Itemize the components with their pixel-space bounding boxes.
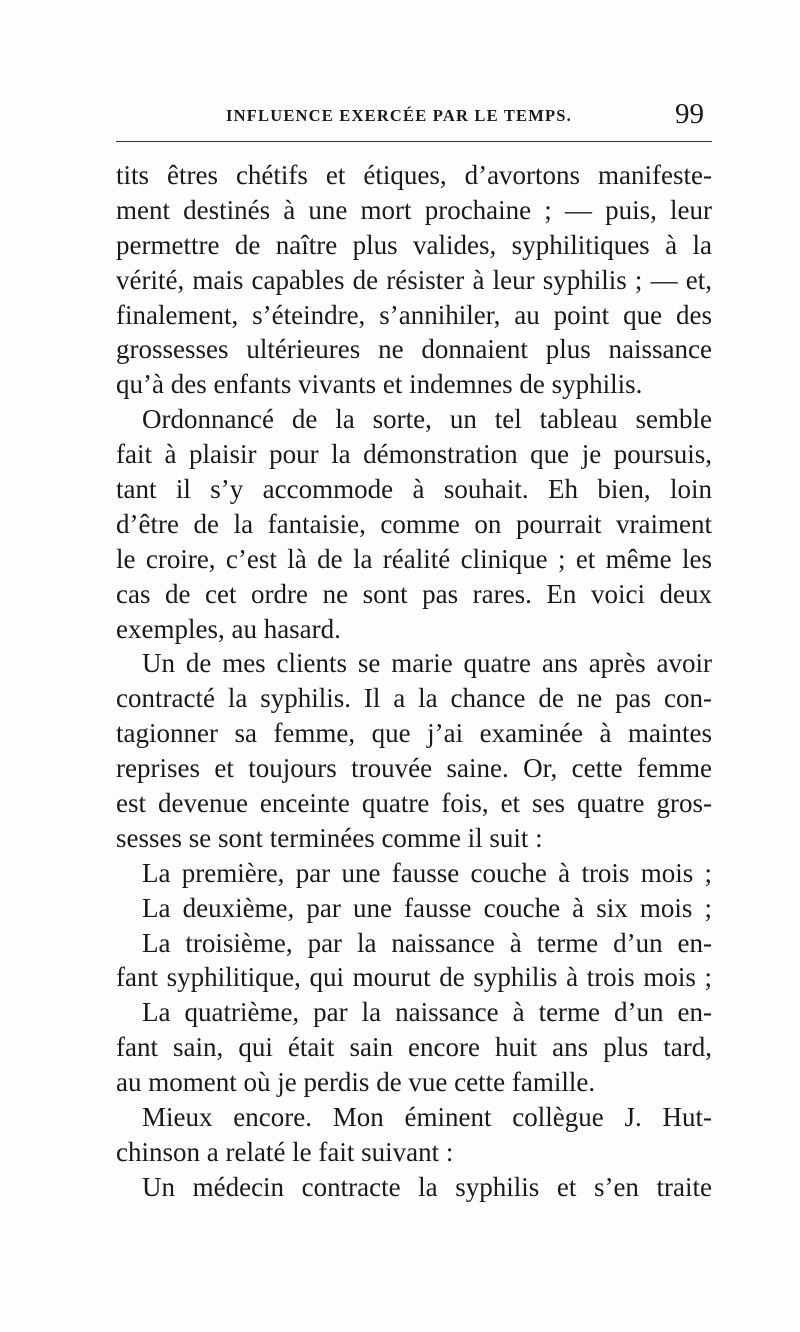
running-title: INFLUENCE EXERCÉE PAR LE TEMPS. [225,106,572,125]
text-line: fant syphilitique, qui mourut de syphilis à trois mois ; [116,962,712,993]
text-line: Mieux encore. Mon éminent collègue J. Hut- [142,1102,712,1133]
text-line: La quatrième, par la naissance à terme d’un en- [142,997,712,1028]
text-line: tits êtres chétifs et étiques, d’avortons manifeste- [116,160,712,190]
text-line: Ordonnancé de la sorte, un tel tableau semble [142,404,712,435]
body-text [116,158,712,1205]
text-line: d’être de la fantaisie, comme on pourrait vraiment [116,508,712,539]
text-line: fant sain, qui était sain encore huit ans plus tard, [116,1032,712,1063]
text-line: sesses se sont terminées comme il suit : [116,822,543,853]
page-number: 99 [675,98,704,130]
text-line: est devenue enceinte quatre fois, et ses quatre gros- [116,788,712,819]
text-line: finalement, s’éteindre, s’annihiler, au point que des [116,299,712,330]
text-line: le croire, c’est là de la réalité clinique ; et même les [116,543,712,574]
text-line: qu’à des enfants vivants et indemnes de syphilis. [116,369,643,400]
running-head [114,92,704,132]
text-line: chinson a relaté le fait suivant : [116,1136,454,1167]
text-line: ment destinés à une mort prochaine ; — puis, leur [116,194,712,225]
text-line: grossesses ultérieures ne donnaient plus naissance [116,334,712,365]
text-line: cas de cet ordre ne sont pas rares. En voici deux [116,578,712,609]
text-line: fait à plaisir pour la démonstration que je poursuis, [116,439,712,470]
text-line: contracté la syphilis. Il a la chance de ne pas con- [116,683,712,714]
text-line: La deuxième, par une fausse couche à six mois ; [142,892,712,923]
text-line: au moment où je perdis de vue cette famille. [116,1067,596,1098]
header-rule [116,141,712,142]
text-line: tagionner sa femme, que j’ai examinée à maintes [116,718,712,749]
text-line: Un de mes clients se marie quatre ans après avoir [142,648,712,679]
text-line: vérité, mais capables de résister à leur syphilis ; — et, [116,264,712,295]
text-line: La première, par une fausse couche à trois mois ; [142,857,712,888]
text-line: reprises et toujours trouvée saine. Or, cette femme [116,753,712,784]
text-line: permettre de naître plus valides, syphilitiques à la [116,229,712,260]
text-line: Un médecin contracte la syphilis et s’en traite [142,1171,712,1202]
text-line: exemples, au hasard. [116,613,341,644]
text-line: tant il s’y accommode à souhait. Eh bien, loin [116,474,712,505]
text-line: La troisième, par la naissance à terme d’un en- [142,927,712,958]
